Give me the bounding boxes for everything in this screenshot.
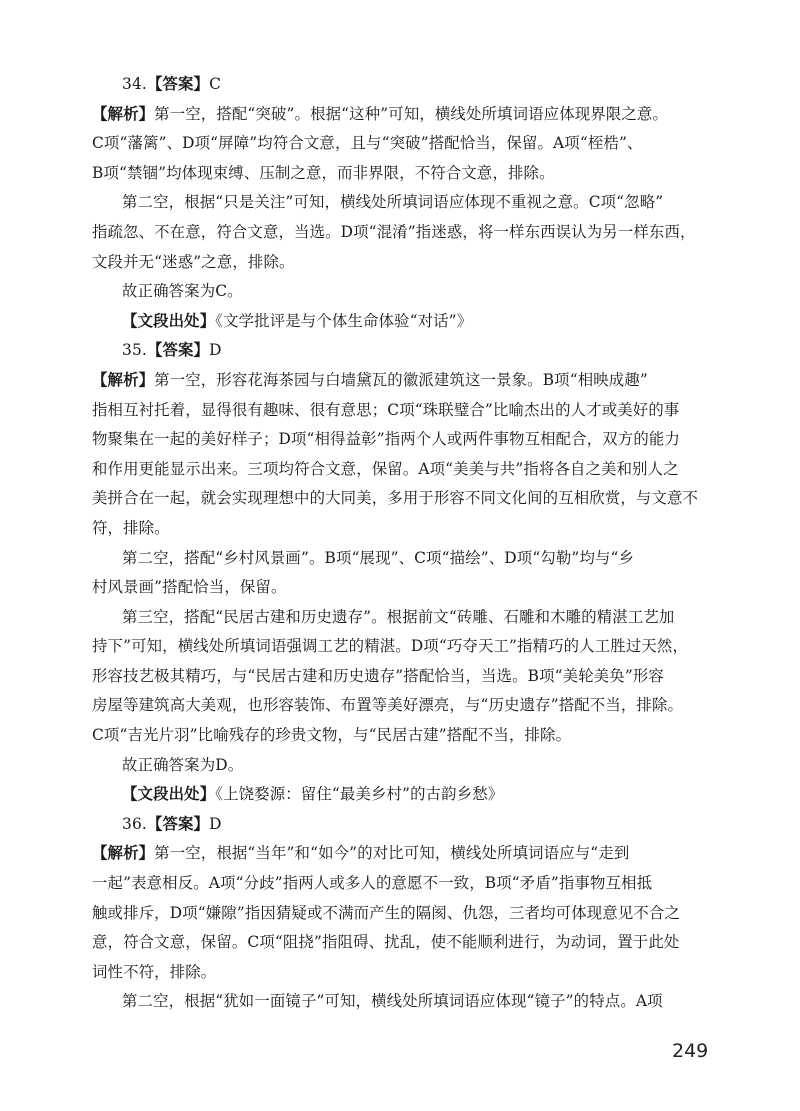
text-line: 持下”可知，横线处所填词语强调工艺的精湛。D项“巧夺天工”指精巧的人工胜过天然，	[92, 637, 689, 656]
text-line: 美拼合在一起，就会实现理想中的大同美，多用于形容不同文化间的互相欣赏，与文意不	[92, 489, 699, 508]
text-line: 物聚集在一起的美好样子；D项“相得益彰”指两个人或两件事物互相配合，双方的能力	[92, 430, 680, 449]
text-line: 第二空，根据“犹如一面镜子”可知，横线处所填词语应体现“镜子”的特点。A项	[122, 992, 663, 1011]
text-line: 意，符合文意，保留。C项“阻挠”指阻碍、扰乱，使不能顺利进行，为动词，置于此处	[92, 933, 680, 952]
text-line: 房屋等建筑高大美观，也形容装饰、布置等美好漂亮，与“历史遗存”搭配不当，排除。	[92, 696, 684, 715]
answer-explanation-text	[92, 70, 714, 1017]
text-line: 第二空，搭配“乡村风景画”。B项“展现”、C项“描绘”、D项“勾勒”均与“乡	[122, 548, 635, 567]
text-line: 【解析】第一空，搭配“突破”。根据“这种”可知，横线处所填词语应体现界限之意。	[92, 104, 669, 123]
answer-heading-line: 34.【答案】C	[122, 75, 222, 93]
text-line: 一起”表意相反。A项“分歧”指两人或多人的意愿不一致，B项“矛盾”指事物互相抵	[92, 874, 653, 893]
page-number: 249	[672, 1040, 709, 1062]
text-line: 村风景画”搭配恰当，保留。	[92, 578, 287, 597]
text-line: 【文段出处】《文学批评是与个体生命体验“对话”》	[122, 311, 473, 330]
text-line: 第三空，搭配“民居古建和历史遗存”。根据前文“砖雕、石雕和木雕的精湛工艺加	[122, 607, 675, 626]
text-line: 【文段出处】《上饶婺源：留住“最美乡村”的古韵乡愁》	[122, 785, 504, 804]
text-line: 故正确答案为D。	[122, 755, 244, 774]
text-line: C项“吉光片羽”比喻残存的珍贵文物，与“民居古建”搭配不当，排除。	[92, 726, 572, 745]
text-line: 文段并无“迷惑”之意，排除。	[92, 252, 295, 271]
text-line: 触或排斥，D项“嫌隙”指因猜疑或不满而产生的隔阂、仇怨，三者均可体现意见不合之	[92, 903, 680, 922]
text-line: B项“禁锢”均体现束缚、压制之意，而非界限，不符合文意，排除。	[92, 163, 555, 182]
text-line: 指疏忽、不在意，符合文意，当选。D项“混淆”指迷惑，将一样东西误认为另一样东西，	[92, 222, 696, 241]
text-line: 符，排除。	[92, 518, 170, 537]
text-line: 故正确答案为C。	[122, 282, 243, 301]
text-line: 和作用更能显示出来。三项均符合文意，保留。A项“美美与共”指将各自之美和别人之	[92, 459, 679, 478]
text-line: 第二空，根据“只是关注”可知，横线处所填词语应体现不重视之意。C项“忽略”	[122, 193, 664, 212]
answer-heading-line: 35.【答案】D	[122, 341, 222, 360]
text-line: 【解析】第一空，根据“当年”和“如今”的对比可知，横线处所填词语应与“走到	[92, 844, 630, 863]
answer-heading-line: 36.【答案】D	[122, 814, 222, 833]
text-line: 词性不符，排除。	[92, 962, 217, 981]
text-line: 【解析】第一空，形容花海茶园与白墙黛瓦的徽派建筑这一景象。B项“相映成趣”	[92, 370, 648, 389]
text-line: C项“藩篱”、D项“屏障”均符合文意，且与“突破”搭配恰当，保留。A项“桎梏”、	[92, 134, 643, 153]
text-line: 形容技艺极其精巧，与“民居古建和历史遗存”搭配恰当，当选。B项“美轮美奂”形容	[92, 666, 664, 685]
text-line: 指相互衬托着，显得很有趣味、很有意思；C项“珠联璧合”比喻杰出的人才或美好的事	[92, 400, 680, 419]
